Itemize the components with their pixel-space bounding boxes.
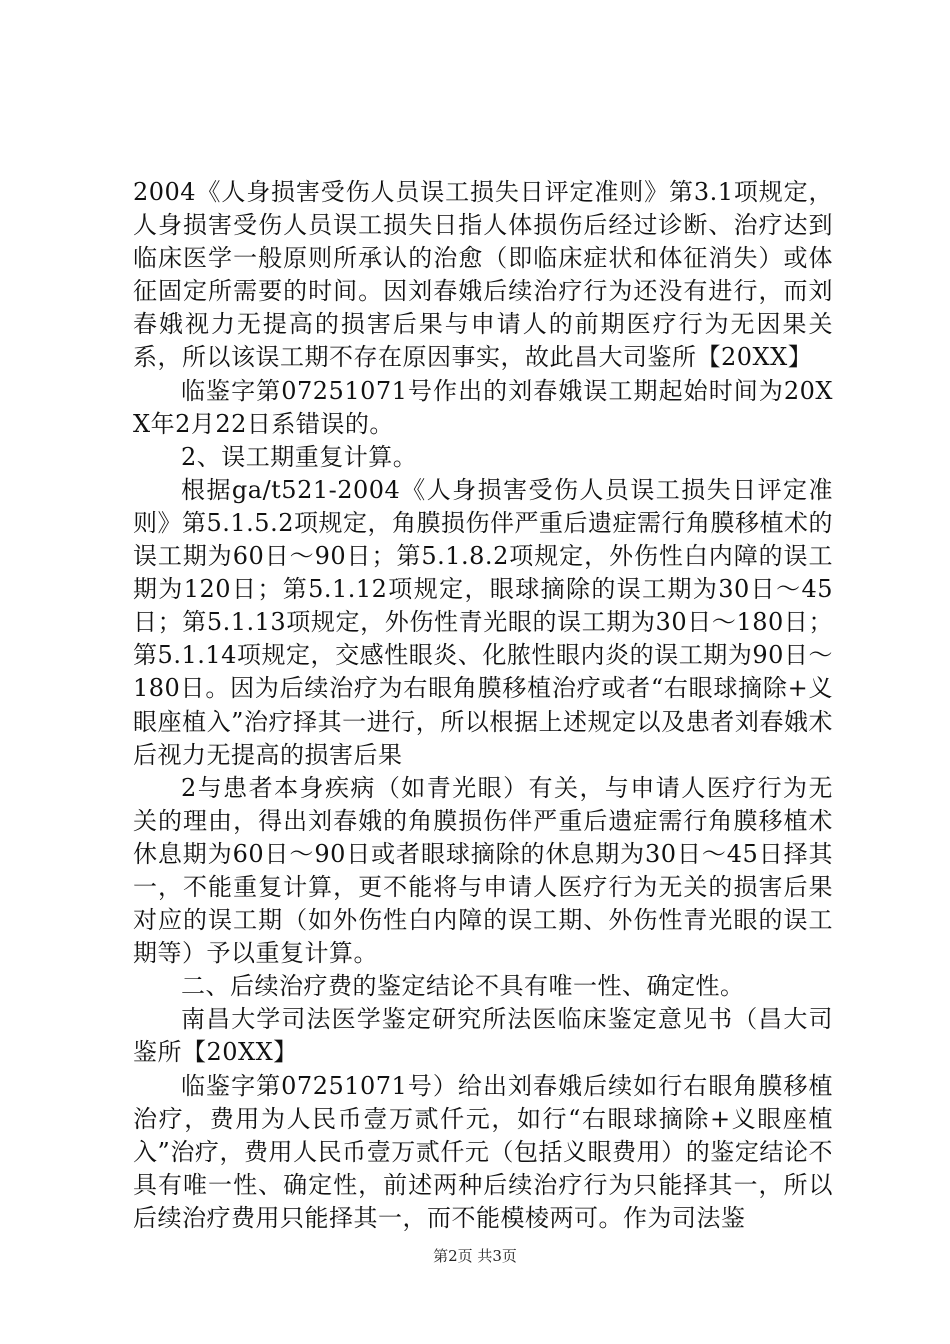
section-heading-duplicate-calculation: 2、误工期重复计算。 — [181, 442, 418, 471]
document-body — [133, 176, 833, 1235]
paragraph-start-date-error: 临鉴字第07251071号作出的刘春娥误工期起始时间为20XX年2月22日系错误的。 — [133, 376, 833, 438]
paragraph-standard-definition: 2004《人身损害受伤人员误工损失日评定准则》第3.1项规定，人身损害受伤人员误工损失日指人体损伤后经过诊断、治疗达到临床医学一般原则所承认的治愈（即临床症状和体征消失）或体征固定所需要的时间。因刘春娥后续治疗行为还没有进行，而刘春娥视力无提高的损害后果与申请人的前期医疗行为无因果关系，所以该误工期不存在原因事实，故此昌大司鉴所【20XX】 — [133, 178, 833, 372]
paragraph-rest-period-conclusion: 2与患者本身疾病（如青光眼）有关，与申请人医疗行为无关的理由，得出刘春娥的角膜损伤伴严重后遗症需行角膜移植术休息期为60日～90日或者眼球摘除的休息期为30日～45日择其一，不能重复计算，更不能将与申请人医疗行为无关的损害后果对应的误工期（如外伤性白内障的误工期、外伤性青光眼的误工期等）予以重复计算。 — [133, 773, 833, 968]
section-heading-follow-up-cost: 二、后续治疗费的鉴定结论不具有唯一性、确定性。 — [181, 972, 745, 1001]
page-number-footer: 第2页 共3页 — [433, 1247, 517, 1265]
paragraph-standard-clauses: 根据ga/t521-2004《人身损害受伤人员误工损失日评定准则》第5.1.5.2项规定，角膜损伤伴严重后遗症需行角膜移植术的误工期为60日～90日；第5.1.8.2项规定，外伤性白内障的误工期为120日；第5.1.12项规定，眼球摘除的误工期为30日～45日；第5.1.13项规定，外伤性青光眼的误工期为30日～180日；第5.1.14项规定，交感性眼炎、化脓性眼内炎的误工期为90日～180日。因为后续治疗为右眼角膜移植治疗或者“右眼球摘除+义眼座植入”治疗择其一进行，所以根据上述规定以及患者刘春娥术后视力无提高的损害后果 — [133, 475, 833, 769]
paragraph-opinion-reference: 南昌大学司法医学鉴定研究所法医临床鉴定意见书（昌大司鉴所【20XX】 — [133, 1005, 833, 1067]
paragraph-cost-conclusion: 临鉴字第07251071号）给出刘春娥后续如行右眼角膜移植治疗，费用为人民币壹万贰仟元，如行“右眼球摘除+义眼座植入”治疗，费用人民币壹万贰仟元（包括义眼费用）的鉴定结论不具有唯一性、确定性，前述两种后续治疗行为只能择其一，所以后续治疗费用只能择其一，而不能模棱两可。作为司法鉴 — [133, 1071, 833, 1232]
